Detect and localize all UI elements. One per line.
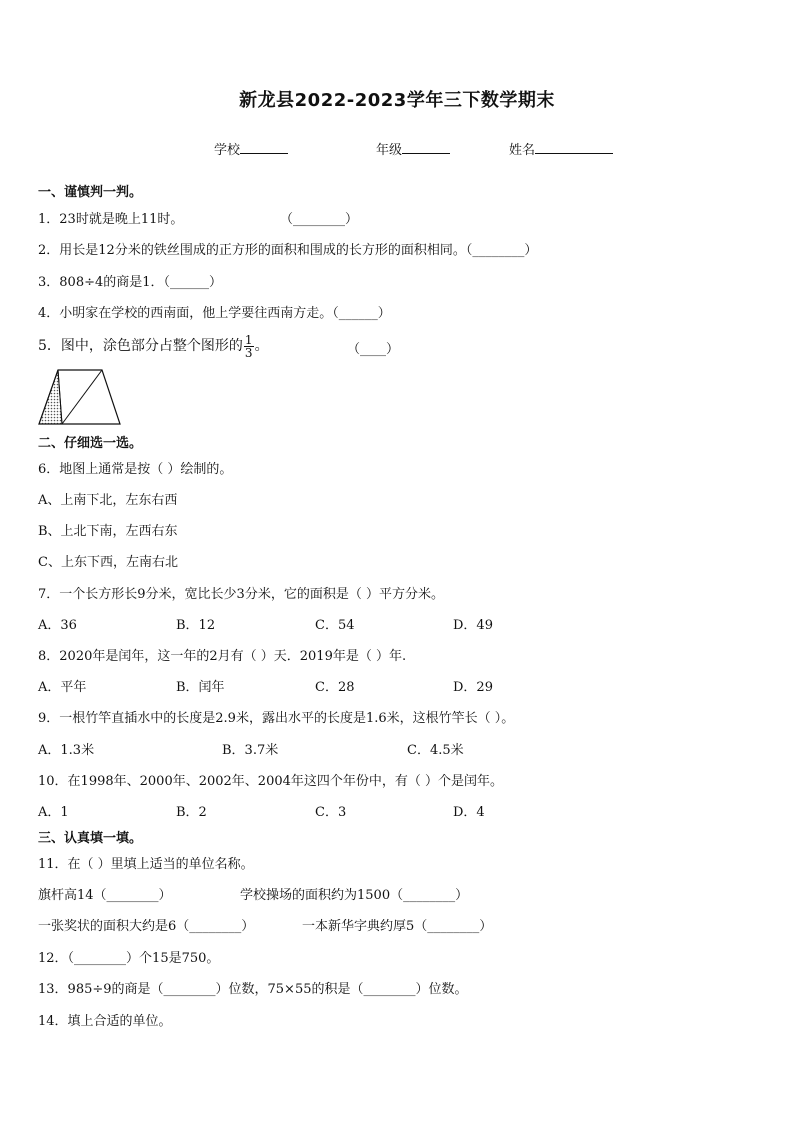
grade-blank[interactable] [402,140,450,154]
grade-label: 年级 [376,143,403,158]
question-7-option-c[interactable]: C．54 [315,618,355,633]
question-9-option-a[interactable]: A．1.3米 [38,743,95,758]
question-9: 9．一根竹竿直插水中的长度是2.9米，露出水平的长度是1.6米，这根竹竿长（ ）。 [38,711,515,726]
question-11-item-dictionary[interactable]: 一本新华字典约厚5（________） [302,919,493,934]
question-1-answer-paren[interactable]: （________） [280,212,359,227]
question-8: 8．2020年是闰年，这一年的2月有（ ）天．2019年是（ ）年. [38,649,407,664]
school-label: 学校 [214,143,241,158]
question-5 [38,331,269,361]
grade-field [376,139,450,158]
question-8-option-c[interactable]: C．28 [315,680,355,695]
question-7-option-b[interactable]: B．12 [176,618,216,633]
question-7: 7．一个长方形长9分米，宽比长少3分米，它的面积是（ ）平方分米。 [38,587,444,602]
question-6-option-b[interactable]: B、上北下南，左西右东 [38,524,178,539]
question-10-option-a[interactable]: A．1 [38,805,69,820]
question-5-text: 5．图中，涂色部分占整个图形的 [38,338,243,354]
trapezoid-figure [38,368,122,426]
question-1: 1．23时就是晚上11时。 [38,212,184,227]
question-6-option-a[interactable]: A、上南下北，左东右西 [38,493,178,508]
question-10-option-c[interactable]: C．3 [315,805,347,820]
section-heading-2: 二、仔细选一选。 [38,436,143,451]
question-8-option-a[interactable]: A．平年 [38,680,87,695]
section-heading-1: 一、谨慎判一判。 [38,185,143,200]
question-10-option-b[interactable]: B．2 [176,805,207,820]
question-11: 11．在（ ）里填上适当的单位名称。 [38,857,254,872]
question-11-item-playground[interactable]: 学校操场的面积约为1500（________） [240,888,469,903]
question-8-option-b[interactable]: B．闰年 [176,680,225,695]
question-7-option-a[interactable]: A．36 [38,618,77,633]
school-field [214,139,288,158]
name-blank[interactable] [535,140,613,154]
question-6: 6．地图上通常是按（ ）绘制的。 [38,462,233,477]
name-field [509,139,613,158]
fraction-numerator: 1 [244,332,253,347]
question-11-item-flagpole[interactable]: 旗杆高14（________） [38,888,172,903]
question-5-period: 。 [254,338,269,354]
question-5-answer-paren[interactable]: （____） [347,342,400,357]
school-blank[interactable] [240,140,288,154]
question-14: 14．填上合适的单位。 [38,1014,172,1029]
fraction-denominator: 3 [244,345,253,360]
question-12: 12．（________）个15是750。 [38,951,220,966]
divider-line-2 [62,370,102,424]
question-11-item-certificate[interactable]: 一张奖状的面积大约是6（________） [38,919,255,934]
question-9-option-c[interactable]: C．4.5米 [407,743,464,758]
question-10-option-d[interactable]: D．4 [453,805,485,820]
section-heading-3: 三、认真填一填。 [38,831,143,846]
question-10: 10．在1998年、2000年、2002年、2004年这四个年份中，有（ ）个是闰年。 [38,774,504,789]
fraction-one-third [244,334,254,359]
question-6-option-c[interactable]: C、上东下西，左南右北 [38,555,178,570]
page-title: 新龙县2022-2023学年三下数学期末 [239,90,555,111]
question-8-option-d[interactable]: D．29 [453,680,493,695]
question-13: 13．985÷9的商是（________）位数，75×55的积是（________）位数。 [38,982,468,997]
question-7-option-d[interactable]: D．49 [453,618,493,633]
name-label: 姓名 [509,143,536,158]
question-2: 2．用长是12分米的铁丝围成的正方形的面积和围成的长方形的面积相同。（________） [38,243,538,258]
question-4: 4．小明家在学校的西南面，他上学要往西南方走。（______） [38,306,391,321]
question-9-option-b[interactable]: B．3.7米 [222,743,279,758]
question-3: 3．808÷4的商是1．（______） [38,275,223,290]
